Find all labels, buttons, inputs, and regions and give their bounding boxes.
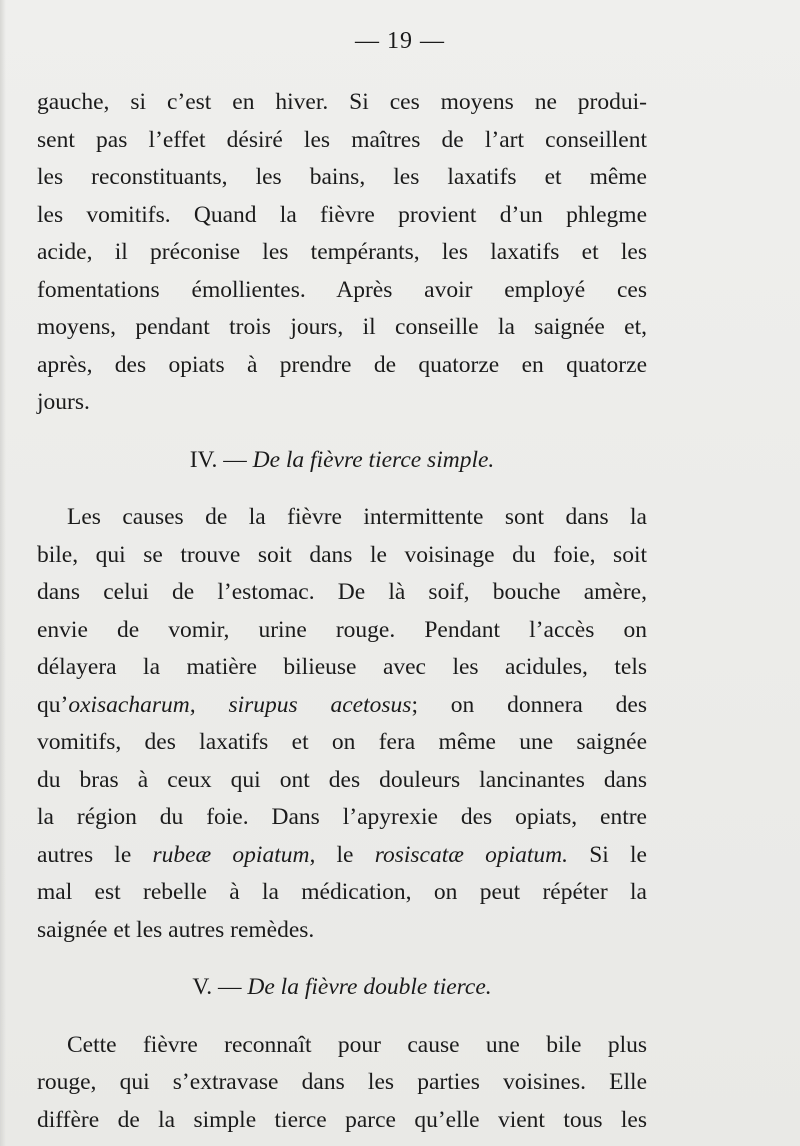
text-line: moyens, pendant trois jours, il conseille la saignée et,: [37, 314, 647, 340]
text-line: acide, il préconise les tempérants, les laxatifs et les: [37, 239, 647, 265]
page-number: — 19 —: [355, 28, 445, 54]
section-heading-iv: [37, 442, 647, 480]
text-line: délayera la matière bilieuse avec les acidules, tels: [37, 654, 647, 680]
text-line: Les causes de la fièvre intermittente sont dans la: [67, 504, 647, 530]
section-title: De la fièvre tierce simple.: [252, 446, 495, 473]
text-line: fomentations émollientes. Après avoir employé ces: [37, 276, 647, 303]
text-line: sent pas l’effet désiré les maîtres de l’art conseillent: [37, 126, 647, 153]
body-text: [37, 84, 647, 1139]
text-run: Si le: [568, 841, 647, 868]
text-line: du bras à ceux qui ont des douleurs lancinantes dans: [37, 766, 647, 793]
text-line: bile, qui se trouve soit dans le voisinage du foie, soit: [37, 541, 647, 568]
text-line: jours.: [37, 389, 90, 415]
text-line: saignée et les autres remèdes.: [37, 916, 315, 943]
latin-term: oxisacharum, sirupus acetosus: [68, 691, 412, 718]
text-run: le: [315, 841, 375, 868]
text-run: ; on donnera des: [411, 691, 648, 718]
text-line: envie de vomir, urine rouge. Pendant l’accès on: [37, 616, 647, 643]
text-line: dans celui de l’estomac. De là soif, bouche amère,: [37, 579, 647, 605]
text-line: les vomitifs. Quand la fièvre provient d’un phlegme: [37, 201, 647, 228]
section-number: V. —: [192, 974, 242, 1000]
section-title: De la fièvre double tierce.: [247, 974, 492, 1000]
text-line: [37, 837, 647, 875]
text-line: diffère de la simple tierce parce qu’elle vient tous les: [37, 1106, 647, 1133]
latin-term: rubeæ opiatum,: [152, 841, 316, 868]
text-run: qu’: [37, 691, 69, 718]
text-line: la région du foie. Dans l’apyrexie des opiats, entre: [37, 804, 647, 830]
text-line: vomitifs, des laxatifs et on fera même une saignée: [37, 729, 647, 755]
text-line: les reconstituants, les bains, les laxatifs et même: [37, 164, 647, 190]
page-edge-shadow: [0, 0, 6, 1146]
text-line: rouge, qui s’extravase dans les parties voisines. Elle: [37, 1069, 647, 1095]
text-line: gauche, si c’est en hiver. Si ces moyens ne produi-: [37, 89, 647, 115]
text-line: [37, 687, 647, 725]
text-line: mal est rebelle à la médication, on peut répéter la: [37, 879, 647, 905]
text-line: Cette fièvre reconnaît pour cause une bile plus: [67, 1031, 647, 1058]
text-run: autres le: [37, 841, 153, 868]
latin-term: rosiscatæ opiatum.: [374, 841, 569, 868]
section-heading-v: [37, 969, 647, 1007]
text-line: après, des opiats à prendre de quatorze en quatorze: [37, 351, 647, 378]
section-number: IV. —: [189, 446, 247, 473]
